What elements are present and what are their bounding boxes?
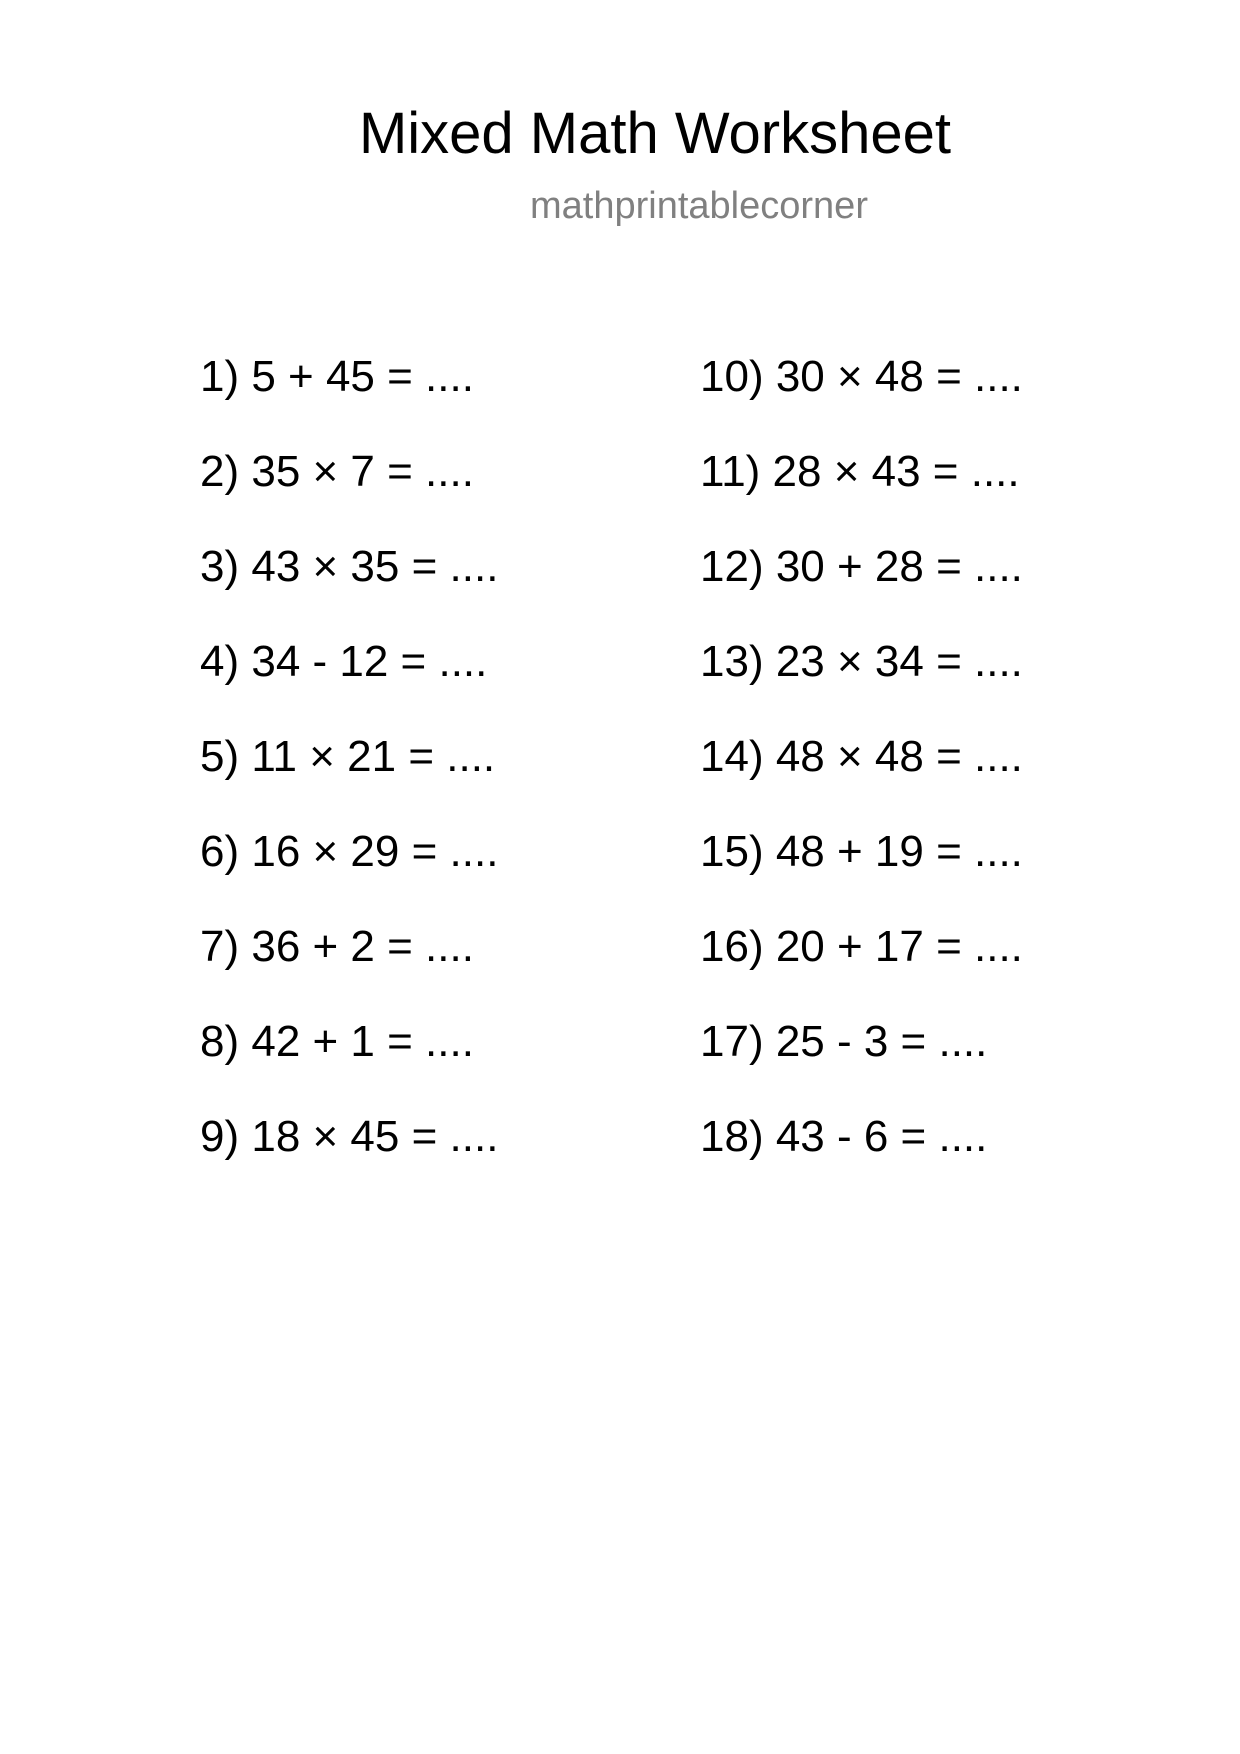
problem-item: 7) 36 + 2 = ....: [200, 922, 474, 971]
problem-item: 6) 16 × 29 = ....: [200, 827, 499, 876]
problem-item: 9) 18 × 45 = ....: [200, 1112, 499, 1161]
problem-item: 17) 25 - 3 = ....: [700, 1017, 988, 1066]
page-title: Mixed Math Worksheet: [358, 101, 952, 166]
problem-item: 3) 43 × 35 = ....: [200, 542, 499, 591]
page-subtitle: mathprintablecorner: [530, 185, 868, 227]
problem-item: 12) 30 + 28 = ....: [700, 542, 1023, 591]
problem-item: 4) 34 - 12 = ....: [200, 637, 488, 686]
problem-item: 11) 28 × 43 = ....: [700, 447, 1020, 496]
problem-item: 1) 5 + 45 = ....: [200, 352, 474, 401]
problem-item: 15) 48 + 19 = ....: [700, 827, 1023, 876]
problem-item: 13) 23 × 34 = ....: [700, 637, 1023, 686]
problem-item: 10) 30 × 48 = ....: [700, 352, 1023, 401]
problem-item: 18) 43 - 6 = ....: [700, 1112, 988, 1161]
problem-item: 5) 11 × 21 = ....: [200, 732, 496, 781]
problem-item: 8) 42 + 1 = ....: [200, 1017, 474, 1066]
problems-right-column: [700, 350, 1023, 1205]
problem-item: 14) 48 × 48 = ....: [700, 732, 1023, 781]
problem-item: 2) 35 × 7 = ....: [200, 447, 474, 496]
problems-left-column: [200, 350, 498, 1205]
problem-item: 16) 20 + 17 = ....: [700, 922, 1023, 971]
